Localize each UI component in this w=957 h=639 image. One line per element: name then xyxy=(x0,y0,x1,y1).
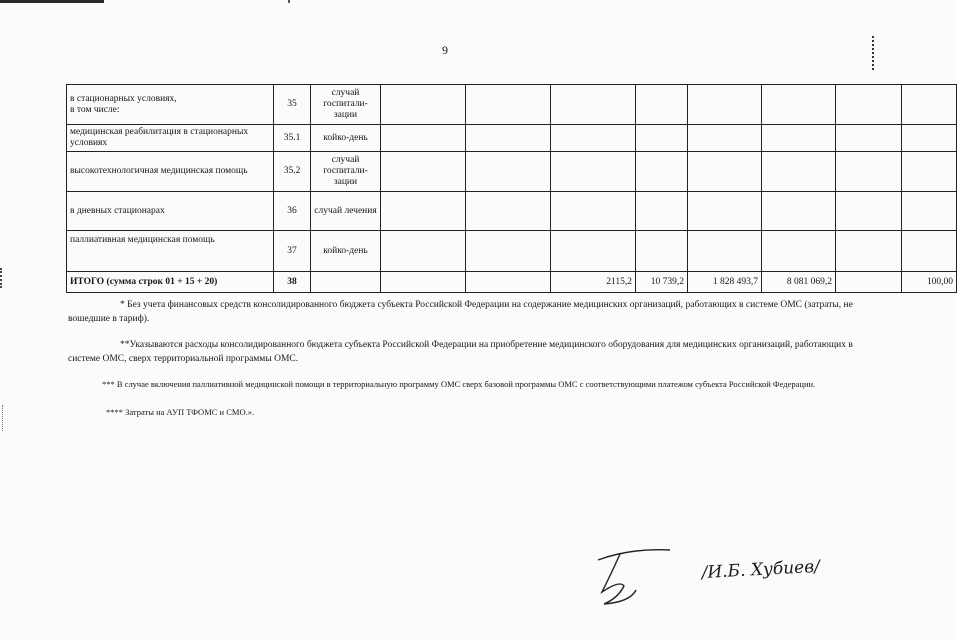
empty-cell xyxy=(836,192,902,231)
empty-cell xyxy=(762,231,836,272)
empty-cell xyxy=(551,85,636,125)
empty-cell xyxy=(466,152,551,192)
total-value-1: 2115,2 xyxy=(551,272,636,293)
row-unit: случай лечения xyxy=(311,192,381,231)
empty-cell xyxy=(688,231,762,272)
row-unit: случай госпитали-зации xyxy=(311,85,381,125)
empty-cell xyxy=(902,192,957,231)
empty-cell xyxy=(902,231,957,272)
cost-table xyxy=(66,84,957,293)
empty-cell xyxy=(466,272,551,293)
empty-cell xyxy=(311,272,381,293)
empty-cell xyxy=(902,85,957,125)
empty-cell xyxy=(836,152,902,192)
empty-cell xyxy=(636,192,688,231)
empty-cell xyxy=(762,192,836,231)
footnote-1: * Без учета финансовых средств консолидированного бюджета субъекта Российской Федерации на содержание медицинских организаций, работающих в системе ОМС (затраты, не вошедшие в тариф). xyxy=(68,300,853,324)
signature-name: /И.Б. Хубиев/ xyxy=(701,556,821,583)
empty-cell xyxy=(466,125,551,152)
table-row xyxy=(67,192,957,231)
empty-cell xyxy=(836,231,902,272)
row-name: высокотехнологичная медицинская помощь xyxy=(67,152,274,192)
table-row xyxy=(67,85,957,125)
empty-cell xyxy=(466,192,551,231)
scan-artifact-dots-lower xyxy=(2,405,5,431)
total-value-3: 1 828 493,7 xyxy=(688,272,762,293)
empty-cell xyxy=(551,125,636,152)
row-name: в дневных стационарах xyxy=(67,192,274,231)
empty-cell xyxy=(551,231,636,272)
empty-cell xyxy=(381,85,466,125)
row-number: 35 xyxy=(274,85,311,125)
footnote-3: *** В случае включения паллиативной медицинской помощи в территориальную программу ОМС сверх базовой программы ОМС с соответствующими платежом субъекта Российской Федерации. xyxy=(102,379,816,389)
page-number: 9 xyxy=(442,43,448,57)
row-unit: случай госпитали-зации xyxy=(311,152,381,192)
total-row-number: 38 xyxy=(274,272,311,293)
scan-artifact-dots xyxy=(0,268,5,288)
empty-cell xyxy=(381,152,466,192)
empty-cell xyxy=(902,152,957,192)
empty-cell xyxy=(381,192,466,231)
row-number: 35.1 xyxy=(274,125,311,152)
scan-artifact-bar xyxy=(0,0,104,3)
empty-cell xyxy=(762,152,836,192)
empty-cell xyxy=(551,152,636,192)
row-name: паллиативная медицинская помощь xyxy=(67,231,274,272)
empty-cell xyxy=(636,231,688,272)
empty-cell xyxy=(381,272,466,293)
row-name: медицинская реабилитация в стационарных условиях xyxy=(67,125,274,152)
row-number: 36 xyxy=(274,192,311,231)
empty-cell xyxy=(636,85,688,125)
row-number: 37 xyxy=(274,231,311,272)
empty-cell xyxy=(762,85,836,125)
table-row xyxy=(67,231,957,272)
empty-cell xyxy=(381,125,466,152)
table-row-total xyxy=(67,272,957,293)
empty-cell xyxy=(688,192,762,231)
empty-cell xyxy=(688,125,762,152)
row-unit: койко-день xyxy=(311,125,381,152)
empty-cell xyxy=(636,125,688,152)
scan-artifact-tick xyxy=(288,0,290,3)
total-value-2: 10 739,2 xyxy=(636,272,688,293)
empty-cell xyxy=(636,152,688,192)
signature-mark xyxy=(590,540,840,610)
table-row xyxy=(67,125,957,152)
empty-cell xyxy=(688,152,762,192)
total-value-4: 8 081 069,2 xyxy=(762,272,836,293)
empty-cell xyxy=(551,192,636,231)
empty-cell xyxy=(466,85,551,125)
row-number: 35.2 xyxy=(274,152,311,192)
row-unit: койко-день xyxy=(311,231,381,272)
total-value-5: 100,00 xyxy=(902,272,957,293)
footnote-2: **Указываются расходы консолидированного бюджета субъекта Российской Федерации на приобретение медицинского оборудования для медицинских организаций, работающих в системе ОМС, сверх территориальной программы ОМС. xyxy=(68,340,853,364)
empty-cell xyxy=(466,231,551,272)
empty-cell xyxy=(836,272,902,293)
empty-cell xyxy=(902,125,957,152)
empty-cell xyxy=(836,125,902,152)
total-label: ИТОГО (сумма строк 01 + 15 + 20) xyxy=(67,272,274,293)
footnote-4: **** Затраты на АУП ТФОМС и СМО.». xyxy=(106,407,255,417)
table-row xyxy=(67,152,957,192)
signature-block xyxy=(590,540,840,610)
row-name: в стационарных условиях, в том числе: xyxy=(67,85,274,125)
empty-cell xyxy=(836,85,902,125)
empty-cell xyxy=(381,231,466,272)
empty-cell xyxy=(762,125,836,152)
empty-cell xyxy=(688,85,762,125)
